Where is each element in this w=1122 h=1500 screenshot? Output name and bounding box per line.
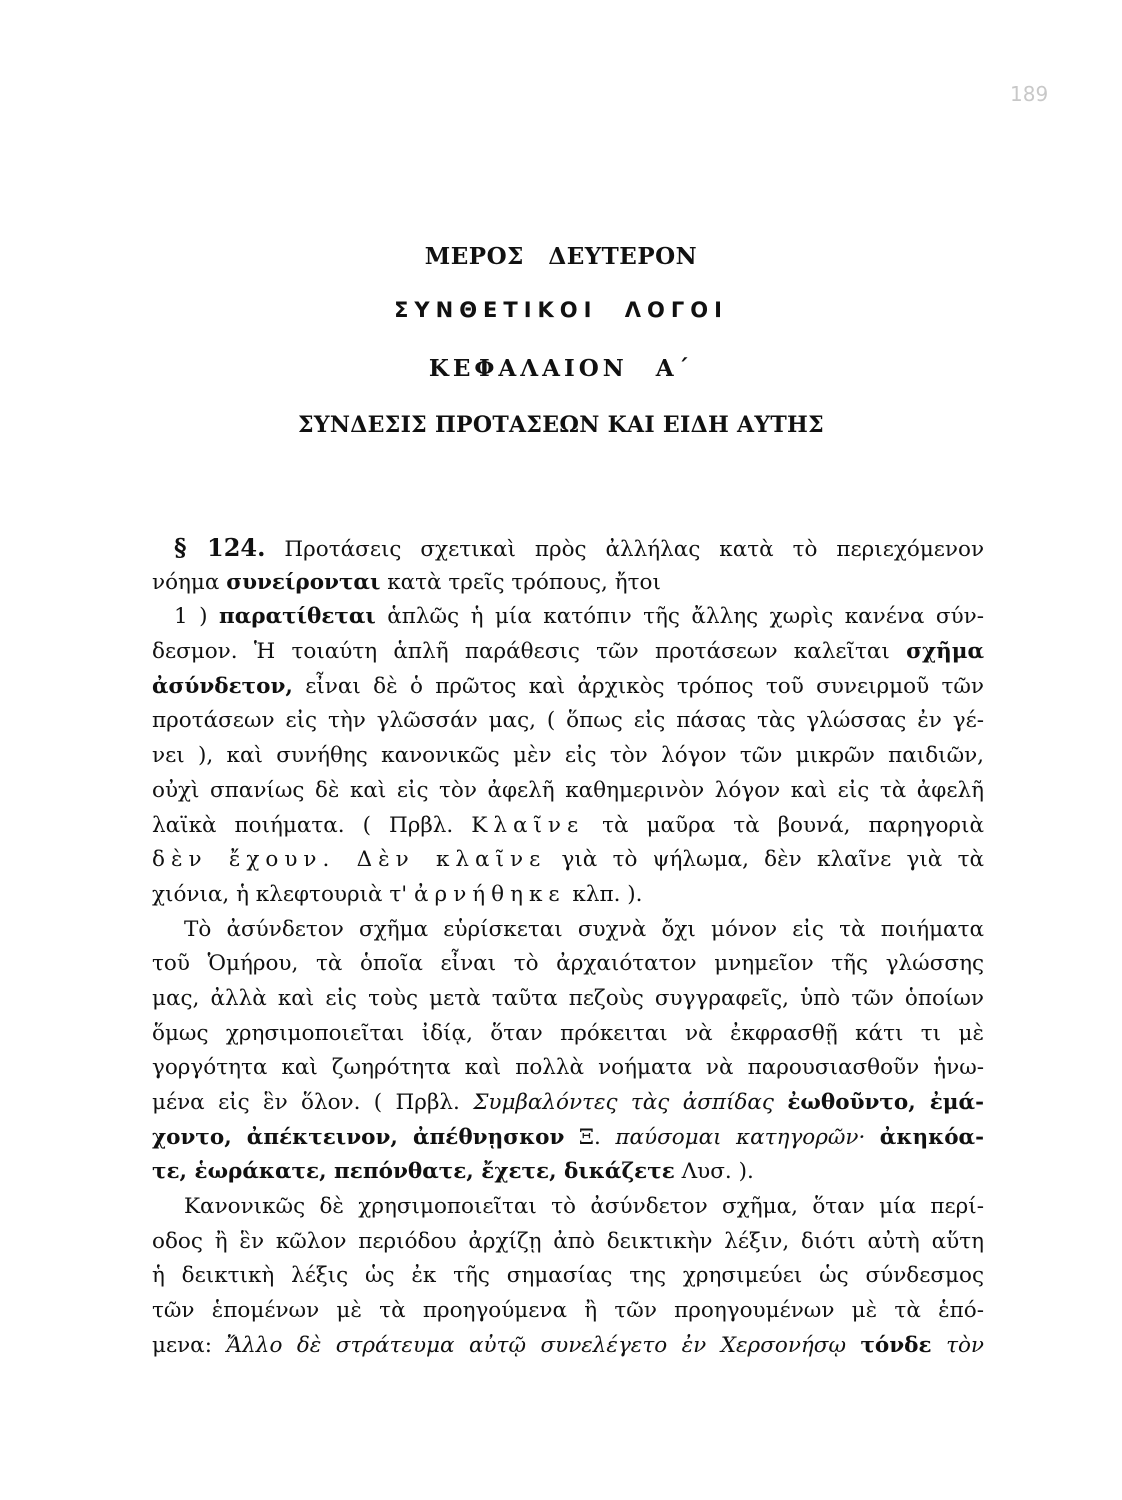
- text-segment: παρατίθεται: [218, 604, 376, 630]
- text-segment: ἁπλῶς ἡ μία κατόπιν τῆς ἄλλης χωρὶς κανένα σύν-: [375, 604, 984, 630]
- text-segment: νει ), καὶ συνήθης κανονικῶς μὲν εἰς τὸν λόγον τῶν μικρῶν παιδιῶν,: [152, 743, 984, 769]
- text-line: [152, 1225, 984, 1260]
- text-line: [152, 809, 984, 844]
- text-segment: ἡ δεικτικὴ λέξις ὡς ἐκ τῆς σημασίας της χρησιμεύει ὡς σύνδεσμος: [152, 1263, 984, 1289]
- chapter-heading: ΚΕΦΑΛΑΙΟΝ Α΄: [428, 355, 694, 382]
- text-segment: ἀρνήθηκε: [414, 881, 566, 907]
- text-line: [152, 913, 984, 948]
- text-segment: Ἄλλο δὲ στράτευμα αὐτῷ συνελέγετο ἐν Χερσονήσῳ: [226, 1332, 846, 1358]
- text-segment: μας, ἀλλὰ καὶ εἰς τοὺς μετὰ ταῦτα πεζοὺς συγγραφεῖς, ὑπὸ τῶν ὁποίων: [152, 985, 984, 1011]
- text-segment: ἀσύνδετον,: [152, 673, 293, 699]
- text-segment: χοντο, ἀπέκτεινον, ἀπέθνῃσκον: [152, 1124, 565, 1150]
- text-line: [152, 1155, 984, 1190]
- text-segment: νόημα: [152, 569, 227, 595]
- text-line: [152, 1086, 984, 1121]
- text-segment: τε, ἑωράκατε, πεπόνθατε, ἔχετε, δικάζετε: [152, 1159, 675, 1185]
- text-segment: οὐχὶ σπανίως δὲ καὶ εἰς τὸν ἀφελῆ καθημερινὸν λόγον καὶ εἰς τὰ ἀφελῆ: [152, 777, 984, 803]
- text-segment: δὲν ἔχουν. Δὲν κλαῖνε: [152, 847, 547, 873]
- text-segment: τὸν: [946, 1332, 984, 1358]
- text-segment: δεσμον. Ἡ τοιαύτη ἁπλῆ παράθεσις τῶν προτάσεων καλεῖται: [152, 639, 907, 665]
- text-line: [152, 670, 984, 705]
- text-segment: κατὰ τρεῖς τρόπους, ἤτοι: [380, 569, 661, 595]
- text-line: [152, 982, 984, 1017]
- body-text: [152, 531, 984, 1364]
- text-segment: Ξ.: [564, 1124, 616, 1150]
- text-segment: τῶν ἑπομένων μὲ τὰ προηγούμενα ἢ τῶν προηγουμένων μὲ τὰ ἑπό-: [152, 1298, 984, 1324]
- text-line: [152, 739, 984, 774]
- text-segment: προτάσεων εἰς τὴν γλῶσσάν μας, ( ὅπως εἰς πάσας τὰς γλώσσας ἐν γέ-: [152, 708, 984, 734]
- part-heading: ΜΕΡΟΣ ΔΕΥΤΕΡΟΝ: [424, 243, 698, 270]
- subject-heading: ΣΥΝΘΕΤΙΚΟΙ ΛΟΓΟΙ: [394, 298, 728, 322]
- text-segment: [774, 1090, 787, 1115]
- text-segment: 1 ): [174, 604, 219, 630]
- text-line: [152, 774, 984, 809]
- text-segment: γιὰ τὸ ψήλωμα, δὲν κλαῖνε γιὰ τὰ: [546, 847, 984, 873]
- text-segment: σχῆμα: [906, 639, 984, 665]
- text-line: [152, 878, 984, 913]
- text-line: [152, 1190, 984, 1225]
- text-segment: παύσομαι κατηγορῶν·: [615, 1124, 866, 1150]
- text-segment: Κανονικῶς δὲ χρησιμοποιεῖται τὸ ἀσύνδετον σχῆμα, ὅταν μία περί-: [184, 1194, 984, 1220]
- text-line: [152, 1294, 984, 1329]
- text-segment: Λυσ. ).: [674, 1159, 754, 1185]
- text-segment: μένα εἰς ἓν ὅλον. ( Πρβλ.: [152, 1090, 474, 1115]
- text-segment: γοργότητα καὶ ζωηρότητα καὶ πολλὰ νοήματα νὰ παρουσιασθοῦν ἡνω-: [152, 1055, 984, 1081]
- text-line: [152, 1121, 984, 1156]
- text-line: [152, 1051, 984, 1086]
- text-segment: τοῦ Ὁμήρου, τὰ ὁποῖα εἶναι τὸ ἀρχαιότατον μνημεῖον τῆς γλώσσης: [152, 951, 984, 977]
- chapter-title: ΣΥΝΔΕΣΙΣ ΠΡΟΤΑΣΕΩΝ ΚΑΙ ΕΙΔΗ ΑΥΤΗΣ: [298, 412, 824, 438]
- text-segment: [846, 1333, 860, 1358]
- text-segment: εἶναι δὲ ὁ πρῶτος καὶ ἀρχικὸς τρόπος τοῦ συνειρμοῦ τῶν: [292, 673, 984, 699]
- text-segment: ἀκηκόα-: [879, 1124, 985, 1150]
- text-segment: Κλαῖνε: [471, 812, 585, 838]
- text-segment: [865, 1125, 879, 1150]
- text-segment: τὰ μαῦρα τὰ βουνά, παρηγοριὰ: [584, 812, 984, 838]
- text-segment: Προτάσεις σχετικαὶ πρὸς ἀλλήλας κατὰ τὸ περιεχόμενον: [265, 537, 985, 562]
- text-line: [152, 704, 984, 739]
- text-segment: Τὸ ἀσύνδετον σχῆμα εὑρίσκεται συχνὰ ὄχι μόνον εἰς τὰ ποιήματα: [184, 916, 984, 942]
- text-line: [152, 600, 984, 635]
- text-segment: λαϊκὰ ποιήματα. ( Πρβλ.: [152, 812, 472, 838]
- text-line: [152, 1259, 984, 1294]
- text-line: [152, 843, 984, 878]
- text-segment: [932, 1333, 946, 1358]
- text-line: [152, 566, 984, 601]
- text-segment: § 124.: [174, 533, 266, 562]
- text-segment: Συμβαλόντες τὰς ἀσπίδας: [473, 1090, 774, 1115]
- text-line: [152, 635, 984, 670]
- text-line: [152, 1329, 984, 1364]
- text-line: [152, 531, 984, 566]
- text-line: [152, 947, 984, 982]
- text-segment: συνείρονται: [226, 569, 381, 595]
- text-segment: ἐωθοῦντο, ἐμά-: [787, 1090, 985, 1115]
- text-segment: κλπ. ).: [565, 881, 643, 907]
- text-line: [152, 1017, 984, 1052]
- text-segment: χιόνια, ἡ κλεφτουριὰ τ': [152, 881, 415, 907]
- text-segment: μενα:: [152, 1332, 227, 1358]
- text-segment: τόνδε: [860, 1332, 932, 1358]
- text-segment: οδος ἢ ἓν κῶλον περιόδου ἀρχίζῃ ἀπὸ δεικτικὴν λέξιν, διότι αὐτὴ αὕτη: [152, 1228, 984, 1254]
- page-number: 189: [1010, 82, 1049, 106]
- text-segment: ὅμως χρησιμοποιεῖται ἰδίᾳ, ὅταν πρόκειται νὰ ἐκφρασθῇ κάτι τι μὲ: [152, 1020, 984, 1046]
